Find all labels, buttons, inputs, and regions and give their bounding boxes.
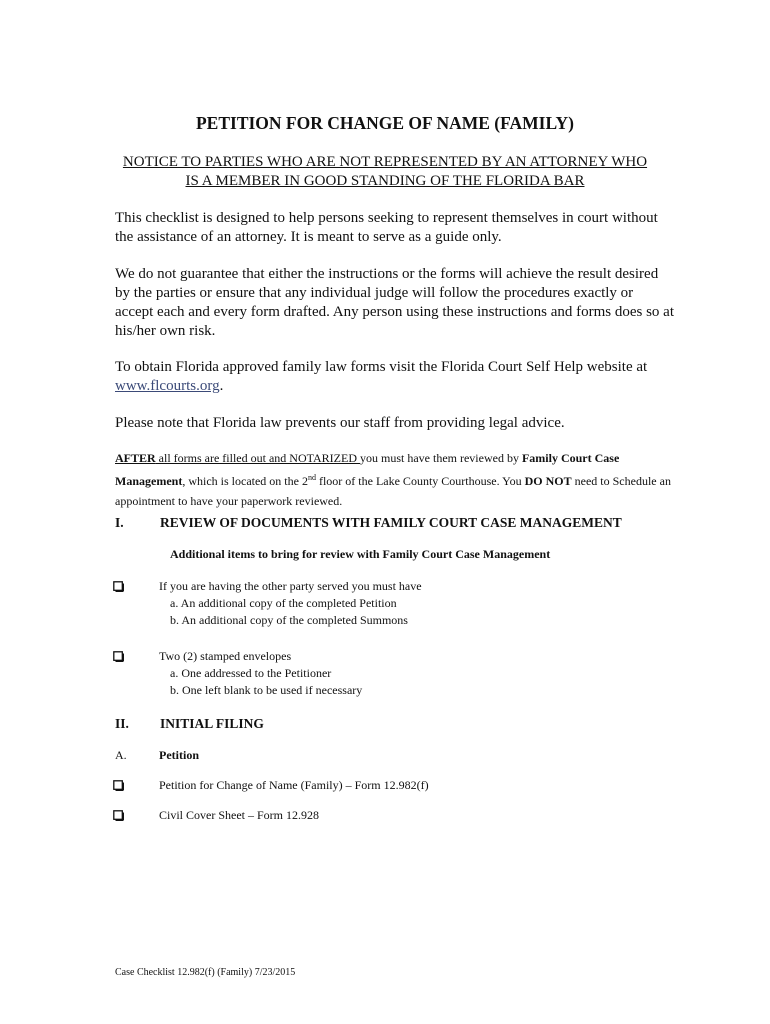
- section-2-number: II.: [115, 716, 129, 731]
- checkbox-icon[interactable]: [113, 810, 124, 821]
- section-1-title: REVIEW OF DOCUMENTS WITH FAMILY COURT CASE MANAGEMENT: [160, 515, 622, 530]
- section-2-item-1: Petition for Change of Name (Family) – Form 12.982(f): [159, 778, 429, 792]
- section-2-sub-title: Petition: [159, 748, 199, 762]
- checkbox-icon[interactable]: [113, 651, 124, 662]
- disclaimer-paragraph: We do not guarantee that either the instructions or the forms will achieve the result desired by the parties or ensure that any individual judge will follow the procedures exactly or accept each and every form drafted. Any person using these instructions and forms does so at his/her own risk.: [115, 266, 674, 339]
- after-note-underlined: all forms are filled out and NOTARIZED: [155, 451, 360, 465]
- after-note-text-3: floor of the Lake County Courthouse. You: [315, 474, 525, 488]
- after-note-bold-1: Family Court Case Management: [115, 451, 620, 488]
- notice-line-2: IS A MEMBER IN GOOD STANDING OF THE FLORIDA BAR: [185, 173, 585, 189]
- section-1-subtitle: Additional items to bring for review with Family Court Case Management: [170, 547, 551, 561]
- section-2-sub-letter: A.: [115, 748, 127, 762]
- legal-advice-paragraph: Please note that Florida law prevents our staff from providing legal advice.: [115, 415, 565, 431]
- after-note-text-1: you must have them reviewed by: [360, 451, 522, 465]
- notice-line-1: NOTICE TO PARTIES WHO ARE NOT REPRESENTED BY AN ATTORNEY WHO: [122, 154, 648, 170]
- section-2-item-2: Civil Cover Sheet – Form 12.928: [159, 808, 319, 822]
- after-note-after: AFTER: [115, 451, 156, 465]
- after-note-text-2: , which is located on the 2: [182, 474, 308, 488]
- forms-paragraph: [115, 358, 675, 396]
- checkbox-icon[interactable]: [113, 581, 124, 592]
- section-1-item-2-a: a. One addressed to the Petitioner: [170, 666, 332, 680]
- section-1-item-1-b: b. An additional copy of the completed Summons: [170, 613, 408, 627]
- document-title: PETITION FOR CHANGE OF NAME (FAMILY): [195, 113, 575, 133]
- checkbox-icon[interactable]: [113, 780, 124, 791]
- forms-paragraph-end: .: [219, 378, 224, 394]
- section-1-item-1-label: If you are having the other party served you must have: [159, 579, 422, 593]
- after-note: [115, 448, 675, 511]
- section-1-number: I.: [115, 515, 124, 530]
- forms-paragraph-text: To obtain Florida approved family law forms visit the Florida Court Self Help website at: [115, 359, 648, 375]
- section-1-item-2-b: b. One left blank to be used if necessary: [170, 683, 363, 697]
- section-2-title: INITIAL FILING: [160, 716, 264, 731]
- notice-heading: [0, 153, 770, 191]
- section-1-item-1-a: a. An additional copy of the completed Petition: [170, 596, 397, 610]
- intro-paragraph: This checklist is designed to help persons seeking to represent themselves in court without the assistance of an attorney. It is meant to serve as a guide only.: [115, 210, 658, 245]
- flcourts-link[interactable]: www.flcourts.org: [115, 378, 220, 394]
- after-note-text-4: need to Schedule an appointment to have your paperwork reviewed.: [115, 474, 671, 508]
- after-note-bold-2: DO NOT: [524, 474, 572, 488]
- page-footer: Case Checklist 12.982(f) (Family) 7/23/2015: [115, 967, 296, 978]
- section-1-item-2-label: Two (2) stamped envelopes: [159, 649, 292, 663]
- after-note-sup: nd: [307, 473, 316, 482]
